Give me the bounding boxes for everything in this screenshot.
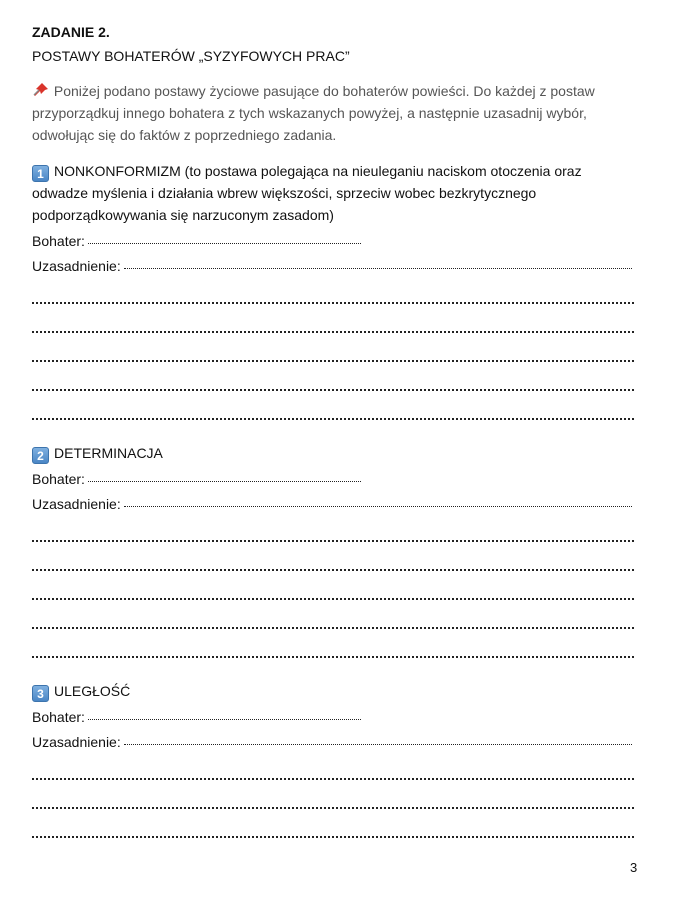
justification-label: Uzasadnienie: — [32, 496, 121, 512]
hero-answer-line[interactable] — [88, 235, 361, 244]
answer-line[interactable] — [32, 514, 634, 542]
task-subtitle: POSTAWY BOHATERÓW „SYZYFOWYCH PRAC” — [32, 48, 350, 64]
answer-line[interactable] — [32, 601, 634, 629]
instruction-paragraph — [32, 80, 636, 146]
justification-label: Uzasadnienie: — [32, 734, 121, 750]
answer-line[interactable] — [32, 543, 634, 571]
section-uleglosc — [32, 680, 636, 838]
answer-line[interactable] — [32, 810, 634, 838]
instruction-text: Poniżej podano postawy życiowe pasujące do bohaterów powieści. Do każdej z postaw przyporządkuj innego bohatera z tych wskazanych powyżej, a następnie uzasadnij wybór, odwołując się do faktów z poprzedniego zadania. — [32, 83, 595, 143]
hero-label: Bohater: — [32, 233, 85, 249]
answer-line[interactable] — [32, 572, 634, 600]
hero-field[interactable] — [32, 707, 636, 727]
hero-answer-line[interactable] — [88, 711, 361, 720]
hero-label: Bohater: — [32, 709, 85, 725]
number-2-badge: 2 — [32, 447, 49, 464]
answer-line[interactable] — [32, 752, 634, 780]
hero-answer-line[interactable] — [88, 473, 361, 482]
task-title: ZADANIE 2. — [32, 24, 110, 40]
section-heading — [32, 442, 636, 464]
section-heading — [32, 680, 636, 702]
answer-line[interactable] — [32, 392, 634, 420]
justification-answer-line[interactable] — [124, 498, 632, 507]
answer-line[interactable] — [32, 630, 634, 658]
answer-line[interactable] — [32, 363, 634, 391]
hero-label: Bohater: — [32, 471, 85, 487]
worksheet-page — [32, 18, 636, 839]
section-nonkonformizm — [32, 160, 636, 420]
hero-field[interactable] — [32, 231, 636, 251]
number-3-badge: 3 — [32, 685, 49, 702]
justification-answer-line[interactable] — [124, 736, 632, 745]
justification-field[interactable] — [32, 256, 636, 276]
justification-field[interactable] — [32, 494, 636, 514]
hero-field[interactable] — [32, 469, 636, 489]
section-title: ULEGŁOŚĆ — [54, 683, 131, 699]
section-title: NONKONFORMIZM (to postawa polegająca na nieuleganiu naciskom otoczenia oraz odwadze myślenia i działania wbrew większości, sprzeciw wobec bezkrytycznego podporządkowywania się narzuconym zasadom) — [32, 163, 582, 223]
pushpin-icon — [32, 82, 50, 98]
justification-answer-line[interactable] — [124, 260, 632, 269]
number-1-badge: 1 — [32, 165, 49, 182]
answer-line[interactable] — [32, 781, 634, 809]
page-number: 3 — [630, 860, 638, 875]
section-title: DETERMINACJA — [54, 445, 163, 461]
section-heading — [32, 160, 636, 226]
justification-label: Uzasadnienie: — [32, 258, 121, 274]
answer-line[interactable] — [32, 276, 634, 304]
answer-line[interactable] — [32, 305, 634, 333]
answer-line[interactable] — [32, 334, 634, 362]
section-determinacja — [32, 442, 636, 658]
justification-field[interactable] — [32, 732, 636, 752]
